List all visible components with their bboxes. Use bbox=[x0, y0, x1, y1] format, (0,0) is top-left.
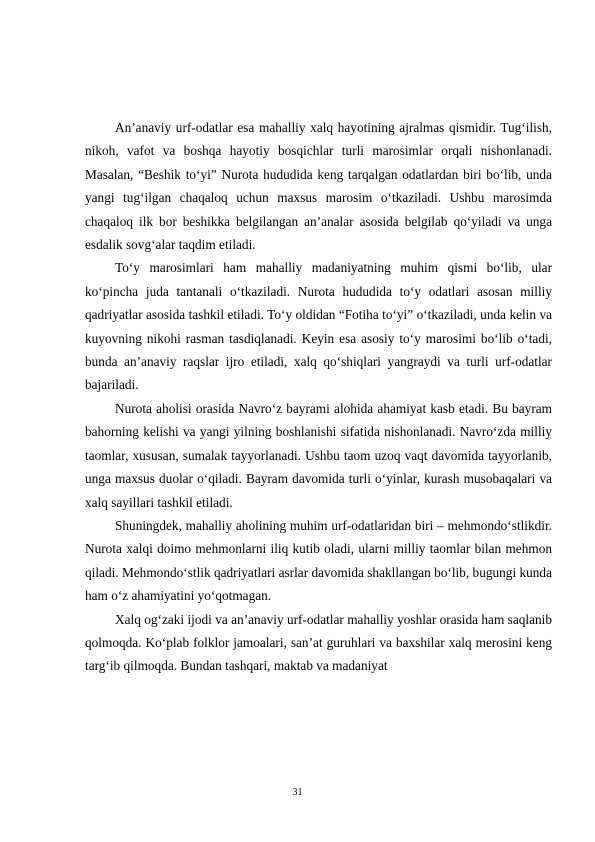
paragraph-folklore: Xalq og‘zaki ijodi va an’anaviy urf-odatlar mahalliy yoshlar orasida ham saqlanib qolmoqda. Ko‘plab folklor jamoalari, san’at guruhlari va baxshilar xalq merosini keng targ‘ib qilmoqda. Bundan tashqari, maktab va madaniyat bbox=[85, 611, 552, 674]
paragraph-traditions: An’anaviy urf-odatlar esa mahalliy xalq hayotining ajralmas qismidir. Tug‘ilish, nikoh, vafot va boshqa hayotiy bosqichlar turli marosimlar orqali nishonlanadi. Masalan, “Beshik to‘yi” Nurota hududida keng tarqalgan odatlardan biri bo‘lib, unda yangi tug‘ilgan chaqaloq uchun maxsus marosim o‘tkaziladi. Ushbu marosimda chaqaloq ilk bor beshikka belgilangan an’analar asosida belgilab qo‘yiladi va unga esdalik sovg‘alar taqdim etiladi. bbox=[85, 120, 552, 253]
paragraph-navruz: Nurota aholisi orasida Navro‘z bayrami alohida ahamiyat kasb etadi. Bu bayram bahorning kelishi va yangi yilning boshlanishi sifatida nishonlanadi. Navro‘zda milliy taomlar, xususan, sumalak tayyorlanadi. Ushbu taom uzoq vaqt davomida tayyorlanib, unga maxsus duolar o‘qiladi. Bayram davomida turli o‘yinlar, kurash musobaqalari va xalq sayillari tashkil etiladi. bbox=[85, 400, 552, 510]
page-number: 31 bbox=[292, 787, 303, 798]
paragraph-hospitality: Shuningdek, mahalliy aholining muhim urf-odatlaridan biri – mehmondo‘stlikdir. Nurota xalqi doimo mehmonlarni iliq kutib oladi, ularni milliy taomlar bilan mehmon qiladi. Mehmondo‘stlik qadriyatlari asrlar davomida shakllangan bo‘lib, bugungi kunda ham o‘z ahamiyatini yo‘qotmagan. bbox=[85, 517, 552, 604]
body-text bbox=[85, 116, 552, 678]
paragraph-wedding-ceremonies: To‘y marosimlari ham mahalliy madaniyatning muhim qismi bo‘lib, ular ko‘pincha juda tantanali o‘tkaziladi. Nurota hududida to‘y odatlari asosan milliy qadriyatlar asosida tashkil etiladi. To‘y oldidan “Fotiha to‘yi” o‘tkaziladi, unda kelin va kuyovning nikohi rasman tasdiqlanadi. Keyin esa asosiy to‘y marosimi bo‘lib o‘tadi, bunda an’anaviy raqslar ijro etiladi, xalq qo‘shiqlari yangraydi va turli urf-odatlar bajariladi. bbox=[85, 260, 552, 393]
